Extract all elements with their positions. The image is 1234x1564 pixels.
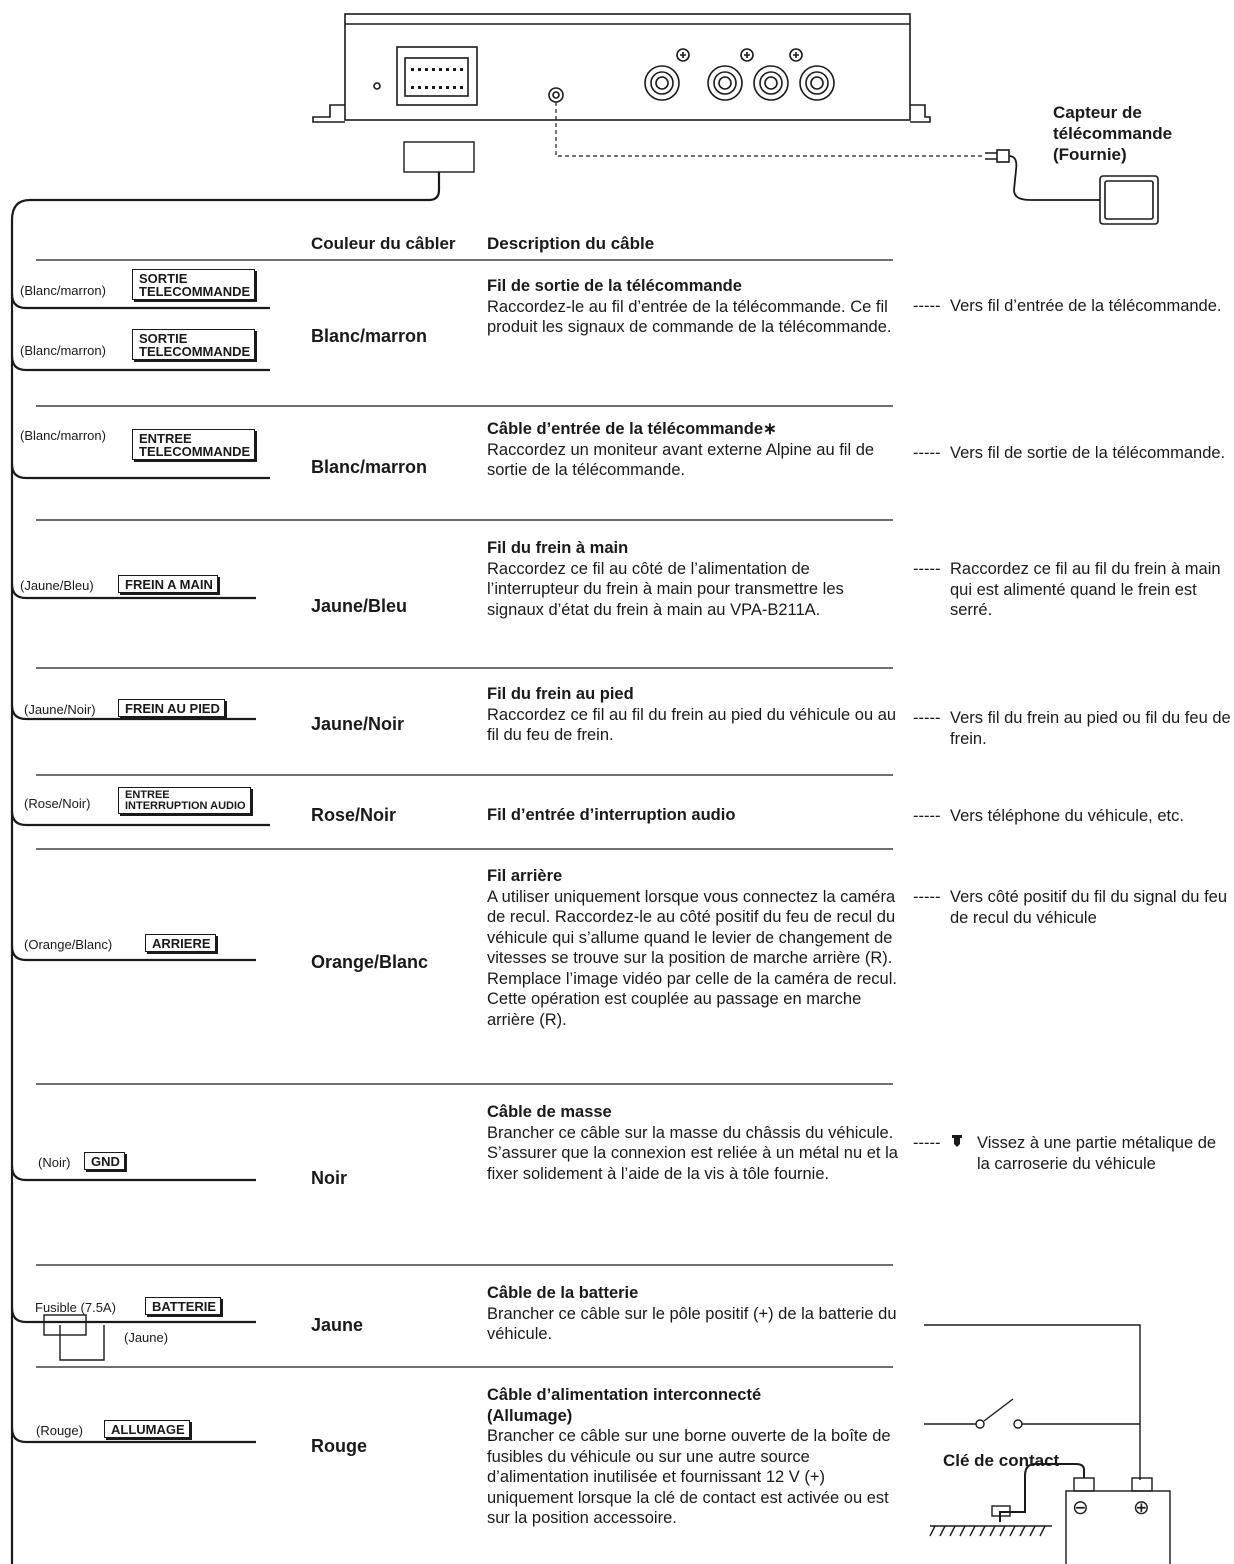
destination-dash: -----	[913, 1134, 941, 1152]
battery-positive-icon: ⊕	[1133, 1497, 1150, 1519]
cable-body: Brancher ce câble sur la masse du châssis du véhicule. S’assurer que la connexion est reliée à un métal nu et la fixer solidement à l’aide de la vis à tôle fournie.	[487, 1123, 898, 1183]
wire-color: Rouge	[311, 1436, 367, 1456]
rca-jacks	[645, 49, 834, 100]
destination-text: Raccordez ce fil au fil du frein à main qui est alimenté quand le frein est serré.	[950, 560, 1221, 619]
wire-color: Blanc/marron	[311, 326, 428, 346]
cable-body: Raccordez-le au fil d’entrée de la télécommande. Ce fil produit les signaux de commande de la télécommande.	[487, 297, 892, 336]
wire-tag	[84, 1152, 125, 1170]
cable-body: Raccordez un moniteur avant externe Alpine au fil de sortie de la télécommande.	[487, 440, 875, 479]
wire-color-label: (Orange/Blanc)	[24, 937, 113, 952]
wire-tag	[132, 269, 255, 300]
connector-pin	[439, 68, 442, 71]
remote-sensor-label-line-1: Capteur de	[1053, 103, 1142, 122]
cable-description	[487, 1102, 902, 1184]
cable-title: Câble de la batterie	[487, 1284, 639, 1302]
connector-pin	[432, 68, 435, 71]
wire-tag-line: ALLUMAGE	[111, 1422, 185, 1437]
destination-text: Vers fil de sortie de la télécommande.	[950, 444, 1226, 462]
wire-color-sub-label: (Jaune)	[124, 1330, 169, 1345]
cable-title: Fil du frein au pied	[487, 685, 634, 703]
connector-pin	[460, 86, 463, 89]
destination	[913, 1133, 1233, 1203]
connector-pin	[418, 68, 421, 71]
wire-tag-line: TELECOMMANDE	[139, 284, 251, 299]
connector-pin	[425, 86, 428, 89]
connector-pin	[411, 68, 414, 71]
wire-tag-line: ARRIERE	[152, 936, 211, 951]
cable-body: Raccordez ce fil au fil du frein au pied du véhicule ou au fil du feu de frein.	[487, 705, 897, 744]
remote-sensor-dashed-cable	[556, 102, 985, 156]
wire-tag	[118, 787, 251, 814]
connector-pin	[425, 68, 428, 71]
destination	[913, 887, 1233, 937]
wire-tag	[145, 934, 216, 952]
wire-color: Jaune/Noir	[311, 714, 405, 734]
connector-pin	[460, 68, 463, 71]
wire-color-label: (Noir)	[38, 1155, 71, 1170]
connector-pin	[439, 86, 442, 89]
cable-body: Brancher ce câble sur le pôle positif (+) de la batterie du véhicule.	[487, 1304, 897, 1343]
wire-tag-line: ENTREE	[125, 789, 170, 801]
connector-pin	[432, 86, 435, 89]
destination-text: Vissez à une partie métalique de la carroserie du véhicule	[977, 1134, 1217, 1173]
destination-dash: -----	[913, 297, 941, 315]
wire-tag-line: TELECOMMANDE	[139, 344, 251, 359]
wire-color-label: Fusible (7.5A)	[35, 1300, 116, 1315]
wire-color-label: (Blanc/marron)	[20, 428, 106, 443]
wire-tag	[145, 1297, 221, 1315]
cable-body: A utiliser uniquement lorsque vous connectez la caméra de recul. Raccordez-le au côté positif du feu de recul du véhicule qui s’allume quand le levier de changement de vitesses se trouve sur la position de marche arrière (R). Remplace l’image vidéo par celle de la caméra de recul. Cette opération est couplée au passage en marche arrière (R).	[487, 887, 897, 1029]
header-cable-description: Description du câble	[487, 234, 655, 253]
cable-description	[487, 1385, 902, 1529]
wire-tag-line: TELECOMMANDE	[139, 444, 251, 459]
wire-tag-line: SORTIE	[139, 331, 188, 346]
ignition-battery-circuit	[924, 1325, 1170, 1564]
wire-tag	[132, 329, 255, 360]
cable-title: Fil de sortie de la télécommande	[487, 277, 742, 295]
wire-tag-line: GND	[91, 1154, 120, 1169]
destination-text: Vers fil d’entrée de la télécommande.	[950, 297, 1222, 315]
head-unit-rear-panel	[313, 14, 930, 122]
destination-dash: -----	[913, 444, 941, 462]
wire-color: Jaune/Bleu	[311, 596, 408, 616]
cable-description	[487, 805, 902, 826]
cable-body: Raccordez ce fil au côté de l’alimentation de l’interrupteur du frein à main pour transmettre les signaux d’état du frein à main au VPA-B211A.	[487, 559, 844, 619]
destination-dash: -----	[913, 807, 941, 825]
cable-title: Câble d’alimentation interconnecté (Allumage)	[487, 1386, 762, 1425]
wire-color: Jaune	[311, 1315, 364, 1335]
cable-title: Câble de masse	[487, 1103, 612, 1121]
header-wire-color: Couleur du câbler	[311, 234, 456, 253]
wire-tag-line: SORTIE	[139, 271, 188, 286]
remote-sensor-label	[1053, 102, 1172, 165]
destination-dash: -----	[913, 560, 941, 578]
wire-tag-line: FREIN A MAIN	[125, 577, 213, 592]
wire-color-label: (Blanc/marron)	[20, 283, 106, 298]
cable-description	[487, 419, 902, 481]
wire-color-label: (Rouge)	[36, 1423, 83, 1438]
connector-pin	[411, 86, 414, 89]
wire-tag-line: INTERRUPTION AUDIO	[125, 800, 246, 812]
connector-pin	[446, 86, 449, 89]
wire-color: Blanc/marron	[311, 457, 428, 477]
destination-text: Vers côté positif du fil du signal du feu de recul du véhicule	[950, 888, 1228, 927]
wire-color-label: (Blanc/marron)	[20, 343, 106, 358]
cable-description	[487, 276, 902, 338]
destination	[913, 806, 1233, 831]
destination	[913, 708, 1233, 758]
connector-pin	[453, 68, 456, 71]
destination	[913, 559, 1233, 629]
connector-pin	[446, 68, 449, 71]
wire-color-label: (Jaune/Bleu)	[20, 578, 94, 593]
connector-pin	[453, 86, 456, 89]
wire-tag	[132, 429, 255, 460]
destination	[913, 296, 1233, 346]
cable-description	[487, 538, 902, 620]
wire-color: Orange/Blanc	[311, 952, 429, 972]
wire-tag	[118, 699, 225, 717]
destination-text: Vers fil du frein au pied ou fil du feu de frein.	[950, 709, 1231, 748]
wire-color-label: (Jaune/Noir)	[24, 702, 96, 717]
remote-sensor-label-line-3: (Fournie)	[1053, 145, 1127, 164]
connector-pins	[411, 68, 463, 89]
cable-title: Fil arrière	[487, 867, 563, 885]
remote-sensor-label-line-2: télécommande	[1053, 124, 1173, 143]
destination	[913, 443, 1233, 493]
cable-title: Fil d’entrée d’interruption audio	[487, 806, 736, 824]
cable-description	[487, 1283, 902, 1345]
connector-pin	[418, 86, 421, 89]
wire-color: Noir	[311, 1168, 347, 1188]
cable-title: Câble d’entrée de la télécommande∗	[487, 420, 777, 438]
wire-tag-line: ENTREE	[139, 431, 192, 446]
cable-description	[487, 866, 902, 1030]
wire-branches	[12, 294, 270, 1442]
destination-text: Vers téléphone du véhicule, etc.	[950, 807, 1184, 825]
wire-color-label: (Rose/Noir)	[24, 796, 91, 811]
destination-dash: -----	[913, 888, 941, 906]
wire-branch	[12, 464, 270, 478]
wire-tag-line: BATTERIE	[152, 1299, 217, 1314]
cable-body: Brancher ce câble sur une borne ouverte de la boîte de fusibles du véhicule ou sur une autre source d’alimentation inutilisée et fournissant 12 V (+) uniquement lorsque la clé de contact est activée ou est sur la position accessoire.	[487, 1427, 891, 1527]
wire-tag	[118, 575, 218, 593]
wire-tag	[104, 1420, 190, 1438]
wire-color: Rose/Noir	[311, 805, 397, 825]
wire-tag-line: FREIN AU PIED	[125, 701, 220, 716]
cable-description	[487, 684, 902, 746]
cable-title: Fil du frein à main	[487, 539, 629, 557]
destination-dash: -----	[913, 709, 941, 727]
battery-negative-icon: ⊖	[1072, 1497, 1089, 1519]
ignition-key-label: Clé de contact	[943, 1451, 1060, 1470]
